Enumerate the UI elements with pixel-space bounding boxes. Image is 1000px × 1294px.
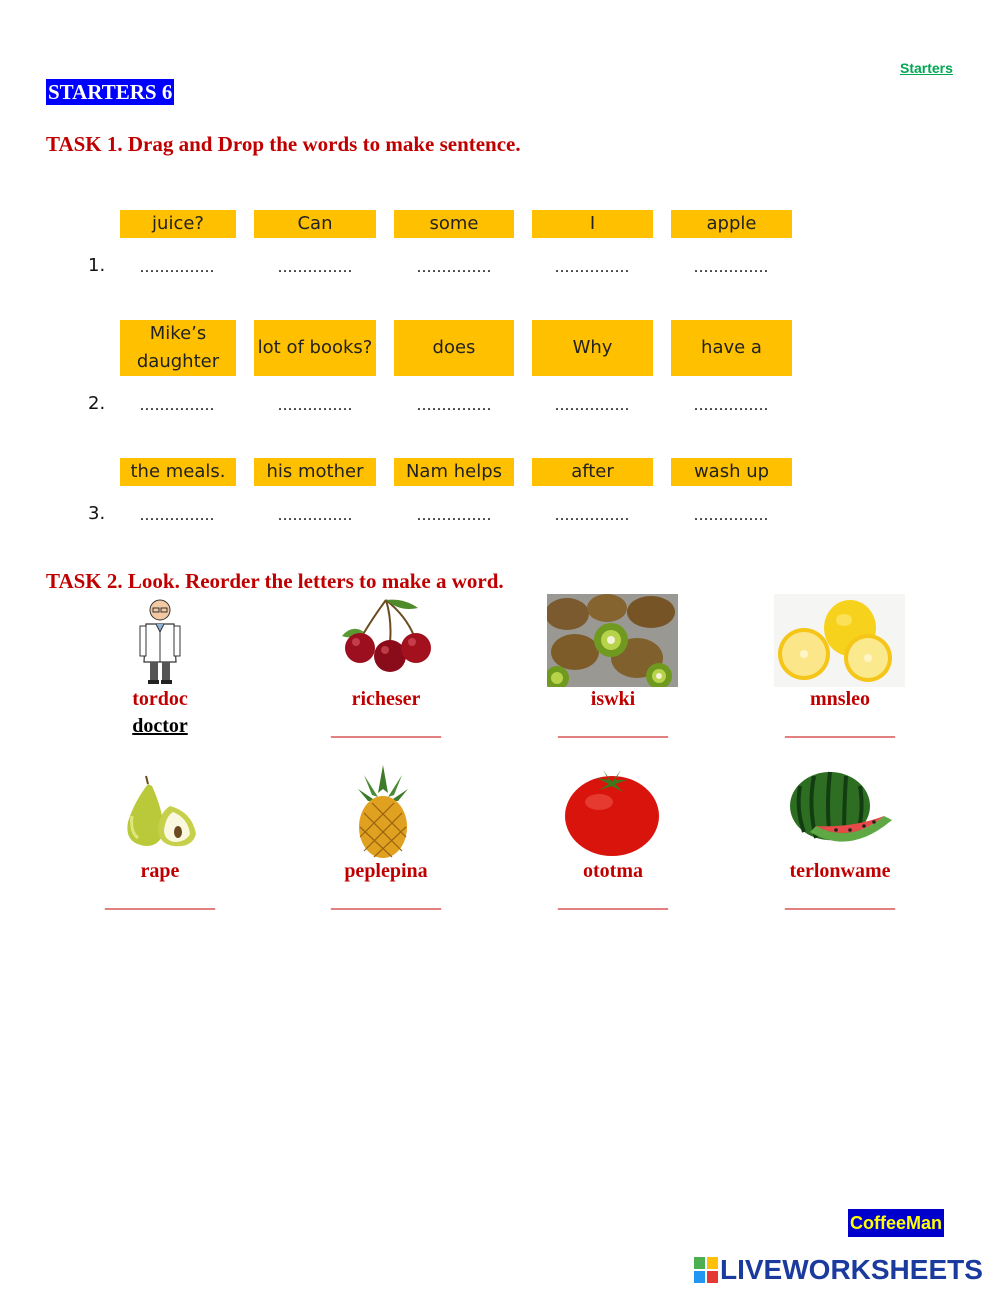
answer-field[interactable]: ___________ — [331, 890, 441, 912]
word-tile[interactable]: Can — [254, 210, 376, 238]
drop-blank[interactable]: …………… — [693, 396, 769, 414]
word-tile[interactable]: the meals. — [120, 458, 236, 486]
word-tile[interactable]: his mother — [254, 458, 376, 486]
word-tile[interactable]: wash up — [671, 458, 792, 486]
liveworksheets-mark-icon — [694, 1257, 718, 1283]
scrambled-word: terlonwame — [789, 860, 891, 882]
cherries-picture — [334, 596, 438, 676]
answer-field[interactable]: ___________ — [558, 718, 668, 740]
drop-blank[interactable]: …………… — [139, 396, 215, 414]
word-tile[interactable]: have a — [671, 320, 792, 376]
answer-field[interactable]: ___________ — [785, 718, 895, 740]
word-tile[interactable]: some — [394, 210, 514, 238]
lemons-picture — [774, 594, 905, 687]
word-tile[interactable]: does — [394, 320, 514, 376]
drop-blank[interactable]: …………… — [554, 506, 630, 524]
scrambled-word: tordoc — [132, 688, 188, 710]
drop-blank[interactable]: …………… — [277, 506, 353, 524]
word-tile[interactable]: apple — [671, 210, 792, 238]
word-tile[interactable]: Why — [532, 320, 653, 376]
word-tile[interactable]: Mike’s daughter — [120, 320, 236, 376]
tomato-picture — [563, 766, 661, 858]
drop-blank[interactable]: …………… — [139, 258, 215, 276]
author-badge: CoffeeMan — [848, 1209, 944, 1237]
drop-blank[interactable]: …………… — [554, 258, 630, 276]
answer-field[interactable]: doctor — [132, 715, 188, 737]
pineapple-picture — [354, 765, 412, 859]
task2-heading: TASK 2. Look. Reorder the letters to make a word. — [46, 569, 504, 593]
scrambled-word: richeser — [351, 688, 421, 710]
drop-blank[interactable]: …………… — [693, 258, 769, 276]
scrambled-word: peplepina — [344, 860, 428, 882]
kiwis-picture — [547, 594, 678, 687]
row-number: 3. — [88, 503, 106, 524]
drop-blank[interactable]: …………… — [277, 396, 353, 414]
answer-field[interactable]: ___________ — [105, 890, 215, 912]
drop-blank[interactable]: …………… — [277, 258, 353, 276]
liveworksheets-logo — [694, 1254, 983, 1286]
row-number: 2. — [88, 393, 106, 414]
scrambled-word: mnsleo — [810, 688, 870, 710]
starters-link[interactable]: Starters — [900, 60, 953, 76]
pear-picture — [118, 772, 200, 850]
word-tile[interactable]: juice? — [120, 210, 236, 238]
answer-field[interactable]: ___________ — [558, 890, 668, 912]
scrambled-word: rape — [140, 860, 180, 882]
drop-blank[interactable]: …………… — [554, 396, 630, 414]
drop-blank[interactable]: …………… — [139, 506, 215, 524]
doctor-picture — [138, 596, 182, 686]
scrambled-word: iswki — [590, 688, 636, 710]
answer-field[interactable]: ___________ — [785, 890, 895, 912]
brand-name: LIVEWORKSHEETS — [720, 1254, 983, 1285]
word-tile[interactable]: I — [532, 210, 653, 238]
task1-heading: TASK 1. Drag and Drop the words to make sentence. — [46, 132, 521, 156]
drop-blank[interactable]: …………… — [416, 258, 492, 276]
drop-blank[interactable]: …………… — [693, 506, 769, 524]
word-tile[interactable]: Nam helps — [394, 458, 514, 486]
watermelon-picture — [786, 770, 894, 854]
word-tile[interactable]: after — [532, 458, 653, 486]
word-tile[interactable]: lot of books? — [254, 320, 376, 376]
row-number: 1. — [88, 255, 106, 276]
scrambled-word: ototma — [583, 860, 643, 882]
drop-blank[interactable]: …………… — [416, 396, 492, 414]
drop-blank[interactable]: …………… — [416, 506, 492, 524]
answer-field[interactable]: ___________ — [331, 718, 441, 740]
page-title: STARTERS 6 — [48, 80, 173, 104]
